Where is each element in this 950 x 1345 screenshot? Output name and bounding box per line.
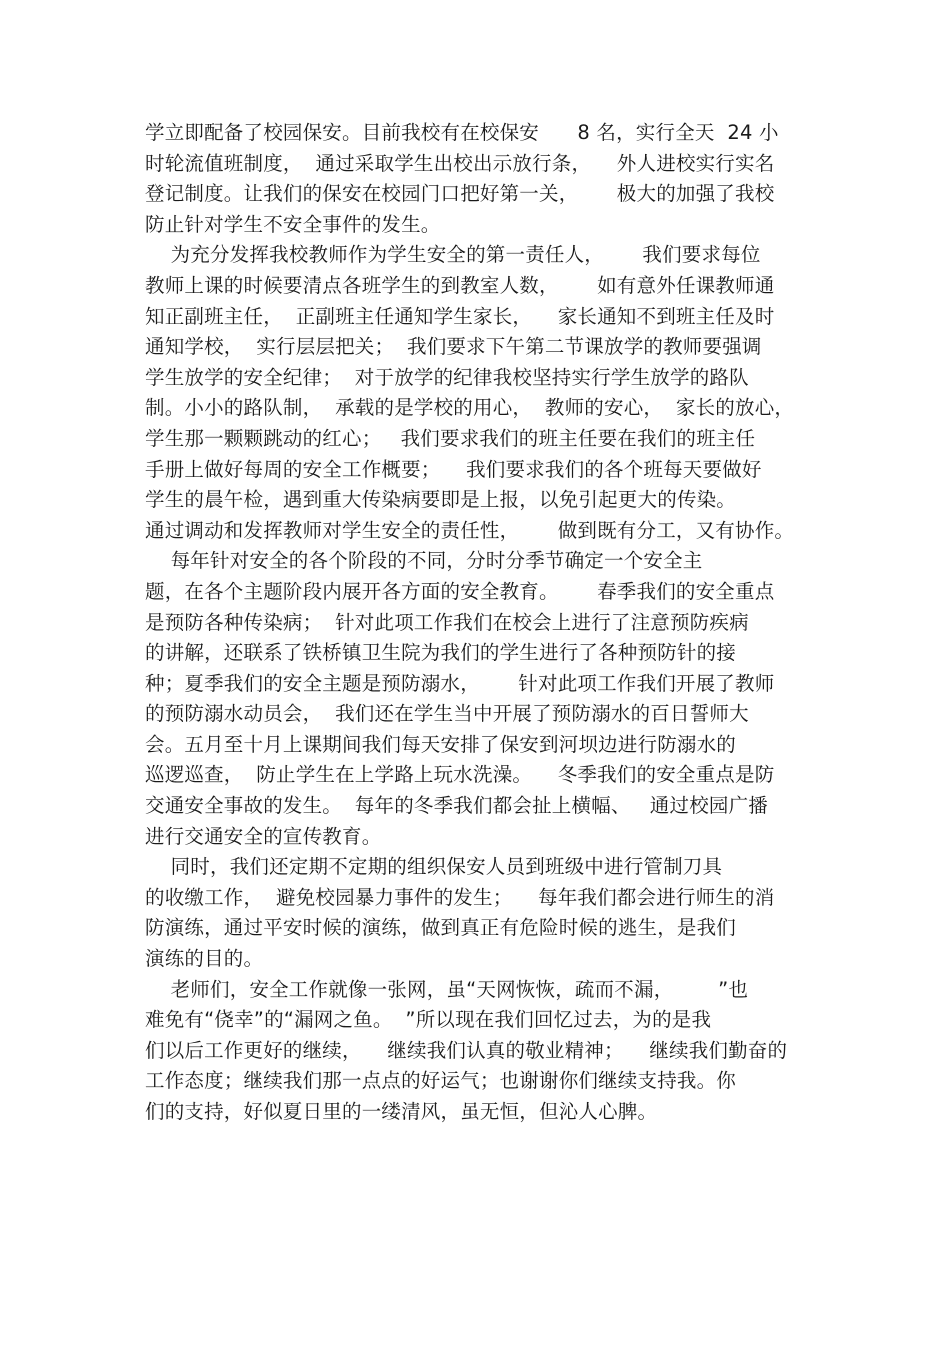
text-line: 的收缴工作， 避免校园暴力事件的发生； 每年我们都会进行师生的消	[145, 885, 775, 909]
text-line: 的预防溺水动员会， 我们还在学生当中开展了预防溺水的百日誓师大	[145, 702, 749, 726]
text-line: 知正副班主任， 正副班主任通知学生家长， 家长通知不到班主任及时	[145, 304, 775, 328]
text-line: 巡逻巡查， 防止学生在上学路上玩水洗澡。 冬季我们的安全重点是防	[145, 763, 775, 787]
text-line: 的讲解，还联系了铁桥镇卫生院为我们的学生进行了各种预防针的接	[145, 641, 737, 665]
text-line: 为充分发挥我校教师作为学生安全的第一责任人， 我们要求每位	[145, 243, 761, 267]
text-line: 登记制度。让我们的保安在校园门口把好第一关， 极大的加强了我校	[145, 182, 775, 206]
paragraph-drills	[145, 852, 805, 974]
text-line: 学生的晨午检，遇到重大传染病要即是上报，以免引起更大的传染。	[145, 488, 737, 512]
text-line: 会。五月至十月上课期间我们每天安排了保安到河坝边进行防溺水的	[145, 732, 737, 756]
paragraph-security-guards	[145, 118, 805, 240]
text-line: 学生放学的安全纪律； 对于放学的纪律我校坚持实行学生放学的路队	[145, 365, 749, 389]
text-line: 进行交通安全的宣传教育。	[145, 824, 382, 848]
document-body	[145, 118, 805, 1128]
text-line: 交通安全事故的发生。 每年的冬季我们都会扯上横幅、 通过校园广播	[145, 794, 768, 818]
text-line: 学立即配备了校园保安。目前我校有在校保安 8 名，实行全天 24 小	[145, 121, 779, 144]
text-line: 学生那一颗颗跳动的红心； 我们要求我们的班主任要在我们的班主任	[145, 426, 756, 450]
paragraph-conclusion	[145, 975, 805, 1128]
paragraph-teacher-responsibility	[145, 240, 805, 546]
text-line: 同时，我们还定期不定期的组织保安人员到班级中进行管制刀具	[145, 855, 723, 879]
text-line: 们以后工作更好的继续， 继续我们认真的敬业精神； 继续我们勤奋的	[145, 1038, 788, 1062]
text-line: 难免有“侥幸”的“漏网之鱼。 ”所以现在我们回忆过去，为的是我	[145, 1008, 712, 1032]
text-line: 种；夏季我们的安全主题是预防溺水， 针对此项工作我们开展了教师	[145, 671, 775, 695]
text-line: 每年针对安全的各个阶段的不同，分时分季节确定一个安全主	[145, 549, 703, 573]
paragraph-seasonal-themes	[145, 546, 805, 852]
text-line: 演练的目的。	[145, 947, 264, 971]
text-line: 手册上做好每周的安全工作概要； 我们要求我们的各个班每天要做好	[145, 457, 762, 481]
text-line: 们的支持，好似夏日里的一缕清风，虽无恒，但沁人心脾。	[145, 1100, 658, 1123]
text-line: 制。小小的路队制， 承载的是学校的用心， 教师的安心， 家长的放心，	[145, 396, 795, 420]
text-line: 是预防各种传染病； 针对此项工作我们在校会上进行了注意预防疾病	[145, 610, 749, 634]
text-line: 教师上课的时候要清点各班学生的到教室人数， 如有意外任课教师通	[145, 273, 775, 297]
text-line: 题，在各个主题阶段内展开各方面的安全教育。 春季我们的安全重点	[145, 579, 775, 603]
text-line: 通过调动和发挥教师对学生安全的责任性， 做到既有分工，又有协作。	[145, 518, 795, 542]
text-line: 防止针对学生不安全事件的发生。	[145, 212, 441, 236]
text-line: 通知学校， 实行层层把关； 我们要求下午第二节课放学的教师要强调	[145, 335, 762, 359]
text-line: 工作态度；继续我们那一点点的好运气；也谢谢你们继续支持我。你	[145, 1069, 737, 1093]
text-line: 老师们，安全工作就像一张网，虽“天网恢恢，疏而不漏， ”也	[145, 977, 749, 1001]
text-line: 时轮流值班制度， 通过采取学生出校出示放行条， 外人进校实行实名	[145, 151, 775, 175]
text-line: 防演练，通过平安时候的演练，做到真正有危险时候的逃生，是我们	[145, 916, 737, 940]
